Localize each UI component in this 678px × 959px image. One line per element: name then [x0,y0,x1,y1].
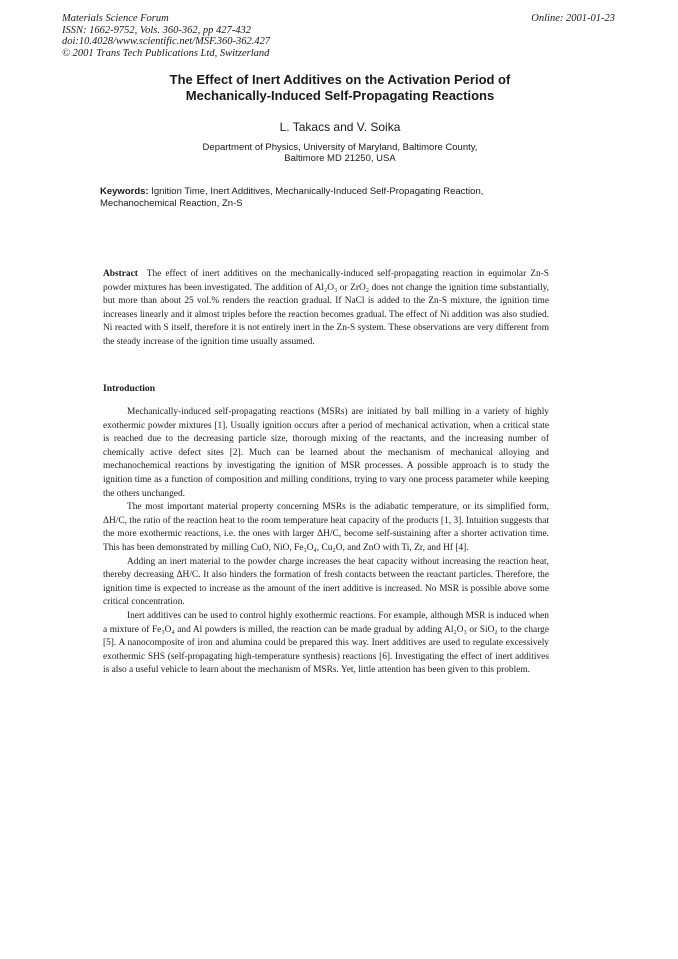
introduction-body [103,406,549,678]
introduction-heading: Introduction [103,383,156,394]
intro-paragraph-4: Inert additives can be used to control highly exothermic reactions. For example, although MSR is induced when a mixture of Fe₃O₄ and Al powders is milled, the reaction can be made gradual by adding Al₂O₃ or SiO₂ to the charge [5]. A nanocomposite of iron and alumina could be prepared this way. Inert additives are used to regulate excessively exothermic SHS (self-propagating high-temperature synthesis) reactions [6]. Investigating the effect of inert additives is also a useful vehicle to learn about the mechanism of MSRs. Yet, little attention has been given to this problem. [103,610,549,676]
intro-paragraph-2: The most important material property concerning MSRs is the adiabatic temperature, or its simplified form, ΔH/C, the ratio of the reaction heat to the room temperature heat capacity of the products [1, 3]. Intuition suggests that the more exothermic reactions, i.e. the ones with larger ΔH/C, become self-sustaining after a shorter activation time. This has been demonstrated by milling CuO, NiO, Fe₃O₄, Cu₂O, and ZnO with Ti, Zr, and Hf [4]. [103,502,549,553]
abstract-label: Abstract [103,269,138,279]
intro-paragraph-1: Mechanically-induced self-propagating reactions (MSRs) are initiated by ball milling in a variety of highly exothermic powder mixtures [1]. Usually ignition occurs after a period of mechanical activation, when a critical state is reached due to the decreasing particle size, thorough mixing of the reactants, and the increasing number of chemically active defect sites [2]. Much can be learned about the mechanism of mechanical alloying and mechanochemical reactions by investigating the ignition of MSR processes. A possible approach is to study the ignition time as a function of composition and milling conditions, trying to vary one process parameter while keeping the others unchanged. [103,407,549,499]
online-date: Online: 2001-01-23 [531,13,615,24]
keywords-label: Keywords: [100,186,149,197]
copyright-line: © 2001 Trans Tech Publications Ltd, Switzerland [62,47,270,59]
journal-header [62,13,270,59]
affiliation [100,142,580,164]
paper-title [100,72,580,104]
journal-name: Materials Science Forum [62,13,169,24]
affiliation-line-2: Baltimore MD 21250, USA [284,153,396,164]
keywords-text: Ignition Time, Inert Additives, Mechanically-Induced Self-Propagating Reaction, Mechanochemical Reaction, Zn-S [100,186,484,209]
title-line-1: The Effect of Inert Additives on the Activation Period of [169,72,511,87]
authors: L. Takacs and V. Soika [279,120,401,134]
doi-line: doi:10.4028/www.scientific.net/MSF.360-362.427 [62,36,271,47]
affiliation-line-1: Department of Physics, University of Maryland, Baltimore County, [202,142,478,153]
intro-paragraph-3: Adding an inert material to the powder charge increases the heat capacity without increasing the reaction heat, thereby decreasing ΔH/C. It also hinders the formation of fresh contacts between the reactant particles. Therefore, the ignition time is expected to increase as the amount of the inert additive is increased. No MSR is possible above some critical concentration. [103,556,549,608]
abstract [103,268,549,350]
keywords [100,186,540,209]
abstract-text: The effect of inert additives on the mechanically-induced self-propagating reaction in equimolar Zn-S powder mixtures has been investigated. The addition of Al₂O₃ or ZrO₂ does not change the ignition time substantially, but more than about 25 vol.% renders the reaction gradual. If NaCl is added to the Zn-S mixture, the ignition time increases linearly and it almost triples before the reaction becomes gradual. The effect of Ni addition was also studied. Ni reacted with S itself, therefore it is not entirely inert in the Zn-S system. These observations are very different from the steady increase of the ignition time usually assumed. [103,269,549,347]
issn-line: ISSN: 1662-9752, Vols. 360-362, pp 427-432 [62,24,251,36]
title-line-2: Mechanically-Induced Self-Propagating Reactions [185,88,495,103]
